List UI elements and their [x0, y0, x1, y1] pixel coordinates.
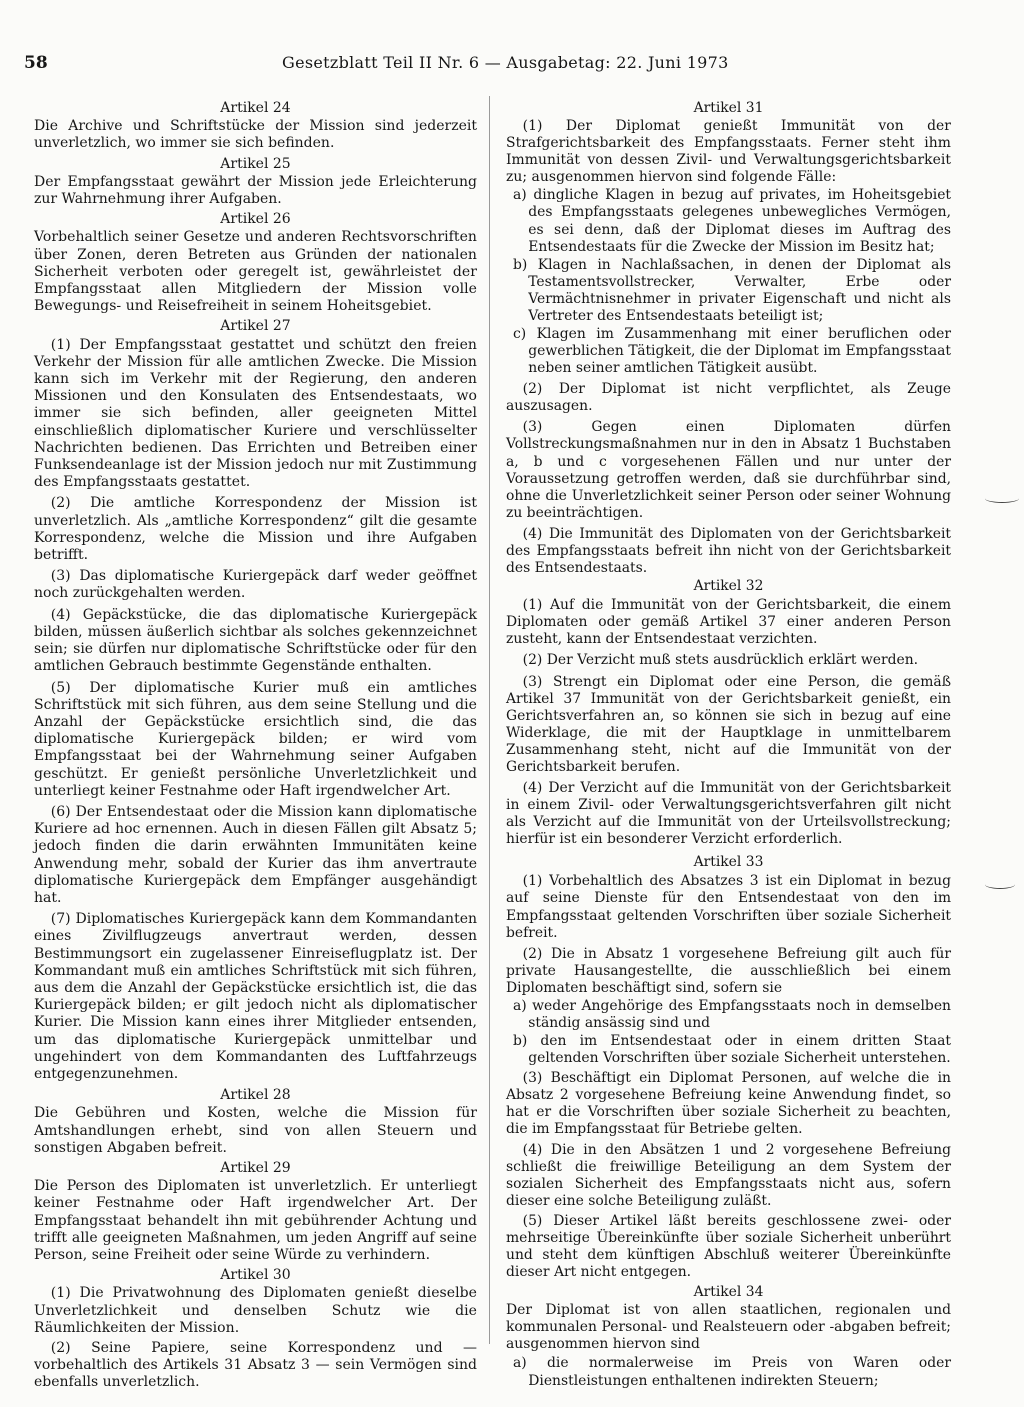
paragraph: (1) Der Empfangsstaat gestattet und schützt den freien Verkehr der Mission für alle amtlichen Zwecke. Die Mission kann sich im Verkehr mit der Regierung, den anderen Missionen und den Konsulaten des Entsendestaats, wo immer sie sich befinden, aller geeigneten Mittel einschließlich diplomatischer Kuriere und verschlüsselter Nachrichten bedienen. Das Errichten und Betreiben einer Funksendeanlage ist der Mission jedoch nur mit Zustimmung des Empfangsstaats gestattet. [34, 336, 477, 491]
paragraph: (2) Die amtliche Korrespondenz der Mission ist unverletzlich. Als „amtliche Korrespondenz“ gilt die gesamte Korrespondenz, welche die Mission und ihre Aufgaben betrifft. [34, 495, 477, 564]
paragraph: (2) Seine Papiere, seine Korrespondenz und — vorbehaltlich des Artikels 31 Absatz 3 — sein Vermögen sind ebenfalls unverletzlich. [34, 1340, 477, 1391]
paragraph: (2) Die in Absatz 1 vorgesehene Befreiung gilt auch für private Hausangestellte, die ausschließlich bei einem Diplomaten beschäftigt sind, sofern sie [506, 945, 951, 996]
paragraph: (3) Strengt ein Diplomat oder eine Person, die gemäß Artikel 37 Immunität von der Gerichtsbarkeit genießt, ein Gerichtsverfahren an, so können sie sich in bezug auf eine Widerklage, die mit der Hauptklage in unmittelbarem Zusammenhang steht, nicht auf die Immunität von der Gerichtsbarkeit berufen. [506, 673, 951, 775]
paragraph: (3) Das diplomatische Kuriergepäck darf weder geöffnet noch zurückgehalten werden. [34, 568, 477, 602]
margin-mark [985, 494, 1019, 503]
page-header [24, 53, 974, 79]
article-heading: Artikel 25 [220, 155, 291, 172]
paragraph: Die Archive und Schriftstücke der Mission sind jederzeit unverletzlich, wo immer sie sich befinden. [34, 118, 477, 152]
paragraph: (3) Beschäftigt ein Diplomat Personen, auf welche die in Absatz 2 vorgesehene Befreiung keine Anwendung findet, so hat er die Vorschriften über soziale Sicherheit zu beachten, die im Empfangsstaat für Betriebe gelten. [506, 1070, 951, 1138]
paragraph: (6) Der Entsendestaat oder die Mission kann diplomatische Kuriere ad hoc ernennen. Auch in diesen Fällen gilt Absatz 5; jedoch finden die darin erwähnten Immunitäten keine Anwendung mehr, sobald der Kurier das ihm anvertraute diplomatische Kuriergepäck dem Empfänger ausgehändigt hat. [34, 803, 477, 906]
list-item: c) Klagen im Zusammenhang mit einer beruflichen oder gewerblichen Tätigkeit, die der Diplomat im Empfangsstaat neben seiner amtlichen Tätigkeit ausübt. [512, 326, 951, 377]
article-heading: Artikel 29 [220, 1159, 291, 1176]
paragraph: (4) Die Immunität des Diplomaten von der Gerichtsbarkeit des Empfangsstaats befreit ihn nicht von der Gerichtsbarkeit des Entsendestaats. [506, 525, 951, 577]
right-column [506, 100, 951, 1390]
paragraph: (1) Der Diplomat genießt Immunität von der Strafgerichtsbarkeit des Empfangsstaats. Ferner steht ihm Immunität von dessen Zivil- und Verwaltungsgerichtsbarkeit zu; ausgenommen hiervon sind folgende Fälle: [506, 118, 951, 186]
paragraph: (5) Dieser Artikel läßt bereits geschlossene zwei- oder mehrseitige Übereinkünfte über soziale Sicherheit unberührt und steht dem künftigen Abschluß weiterer Übereinkünfte dieser Art nicht entgegen. [506, 1212, 951, 1281]
article-heading: Artikel 24 [220, 100, 291, 116]
left-column [34, 100, 477, 1392]
article-heading: Artikel 27 [220, 318, 291, 335]
paragraph: (3) Gegen einen Diplomaten dürfen Vollstreckungsmaßnahmen nur in den in Absatz 1 Buchstaben a, b und c vorgesehenen Fällen und nur unter der Voraussetzung getroffen werden, daß sie durchführbar sind, ohne die Unverletzlichkeit seiner Person oder seiner Wohnung zu beeinträchtigen. [506, 419, 951, 521]
list-item: b) den im Entsendestaat oder in einem dritten Staat geltenden Vorschriften über soziale Sicherheit unterstehen. [512, 1033, 951, 1067]
paragraph: (4) Die in den Absätzen 1 und 2 vorgesehene Befreiung schließt die freiwillige Beteiligung an dem System der sozialen Sicherheit des Empfangsstaats nicht aus, sofern dieser eine solche Beteiligung zuläßt. [506, 1141, 951, 1209]
header-title: Gesetzblatt Teil II Nr. 6 — Ausgabetag: 22. Juni 1973 [282, 53, 729, 72]
paragraph: Vorbehaltlich seiner Gesetze und anderen Rechtsvorschriften über Zonen, deren Betreten aus Gründen der nationalen Sicherheit verboten oder geregelt ist, gewährleistet der Empfangsstaat allen Mitgliedern der Mission volle Bewegungs- und Reisefreiheit in seinem Hoheitsgebiet. [34, 229, 477, 315]
paragraph: (4) Der Verzicht auf die Immunität von der Gerichtsbarkeit in einem Zivil- oder Verwaltungsgerichtsverfahren gilt nicht als Verzicht auf die Immunität von der Urteilsvollstreckung; hierfür ist ein besonderer Verzicht erforderlich. [506, 779, 951, 848]
paragraph: Der Empfangsstaat gewährt der Mission jede Erleichterung zur Wahrnehmung ihrer Aufgaben. [34, 173, 477, 208]
paragraph: Die Gebühren und Kosten, welche die Mission für Amtshandlungen erhebt, sind von allen Steuern und sonstigen Abgaben befreit. [34, 1105, 477, 1156]
paragraph: (1) Auf die Immunität von der Gerichtsbarkeit, die einem Diplomaten oder gemäß Artikel 37 einer anderen Person zusteht, kann der Entsendestaat verzichten. [506, 597, 951, 648]
paragraph: (2) Der Diplomat ist nicht verpflichtet, als Zeuge auszusagen. [506, 381, 951, 415]
paragraph: Der Diplomat ist von allen staatlichen, regionalen und kommunalen Personal- und Realsteuern oder -abgaben befreit; ausgenommen hiervon sind [506, 1302, 951, 1353]
article-heading: Artikel 34 [693, 1284, 764, 1301]
list-item: b) Klagen in Nachlaßsachen, in denen der Diplomat als Testamentsvollstrecker, Verwalter, Erbe oder Vermächtnisnehmer in privater Eigenschaft und nicht als Vertreter des Entsendestaats beteiligt ist; [512, 256, 951, 324]
list-item: a) weder Angehörige des Empfangsstaats noch in demselben ständig ansässig sind und [512, 997, 951, 1031]
paragraph: (2) Der Verzicht muß stets ausdrücklich erklärt werden. [522, 652, 919, 669]
article-heading: Artikel 32 [693, 578, 764, 595]
column-divider [489, 96, 490, 1344]
article-heading: Artikel 28 [220, 1087, 291, 1104]
article-heading: Artikel 26 [220, 211, 291, 228]
paragraph: (1) Die Privatwohnung des Diplomaten genießt dieselbe Unverletzlichkeit und denselben Schutz wie die Räumlichkeiten der Mission. [34, 1285, 477, 1336]
article-heading: Artikel 31 [693, 100, 764, 116]
article-heading: Artikel 30 [220, 1267, 291, 1284]
paragraph: (7) Diplomatisches Kuriergepäck kann dem Kommandanten eines Zivilflugzeugs anvertraut werden, dessen Bestimmungsort ein zugelassener Einreiseflugplatz ist. Der Kommandant muß ein amtliches Schriftstück mit sich führen, aus dem die Anzahl der Gepäckstücke ersichtlich ist, die das Kuriergepäck bilden; er gilt jedoch nicht als diplomatischer Kurier. Die Mission kann eines ihrer Mitglieder entsenden, um das diplomatische Kuriergepäck unmittelbar und ungehindert von dem Kommandanten des Luftfahrzeugs entgegenzunehmen. [34, 911, 477, 1082]
paragraph: Die Person des Diplomaten ist unverletzlich. Er unterliegt keiner Festnahme oder Haft irgendwelcher Art. Der Empfangsstaat behandelt ihn mit gebührender Achtung und trifft alle geeigneten Maßnahmen, um jeden Angriff auf seine Person, seine Freiheit oder seine Würde zu verhindern. [34, 1178, 477, 1263]
list-item: a) dingliche Klagen in bezug auf privates, im Hoheitsgebiet des Empfangsstaats gelegenes unbewegliches Vermögen, es sei denn, daß der Diplomat dieses im Auftrag des Entsendestaats für die Zwecke der Mission im Besitz hat; [512, 187, 951, 255]
paragraph: (5) Der diplomatische Kurier muß ein amtliches Schriftstück mit sich führen, aus dem seine Stellung und die Anzahl der Gepäckstücke ersichtlich sind, die das diplomatische Kuriergepäck bilden; er wird vom Empfangsstaat bei der Wahrnehmung seiner Aufgaben geschützt. Er genießt persönliche Unverletzlichkeit und unterliegt keiner Festnahme oder Haft irgendwelcher Art. [34, 679, 477, 799]
article-heading: Artikel 33 [693, 854, 764, 871]
paragraph: (1) Vorbehaltlich des Absatzes 3 ist ein Diplomat in bezug auf seine Dienste für den Entsendestaat von den im Empfangsstaat geltenden Vorschriften über soziale Sicherheit befreit. [506, 873, 951, 941]
page-number: 58 [24, 53, 48, 73]
margin-mark [985, 880, 1015, 889]
list-item: a) die normalerweise im Preis von Waren oder Dienstleistungen enthaltenen indirekten Steuern; [512, 1355, 951, 1389]
paragraph: (4) Gepäckstücke, die das diplomatische Kuriergepäck bilden, müssen äußerlich sichtbar als solches gekennzeichnet sein; sie dürfen nur diplomatische Schriftstücke oder für den amtlichen Gebrauch bestimmte Gegenstände enthalten. [34, 606, 477, 675]
